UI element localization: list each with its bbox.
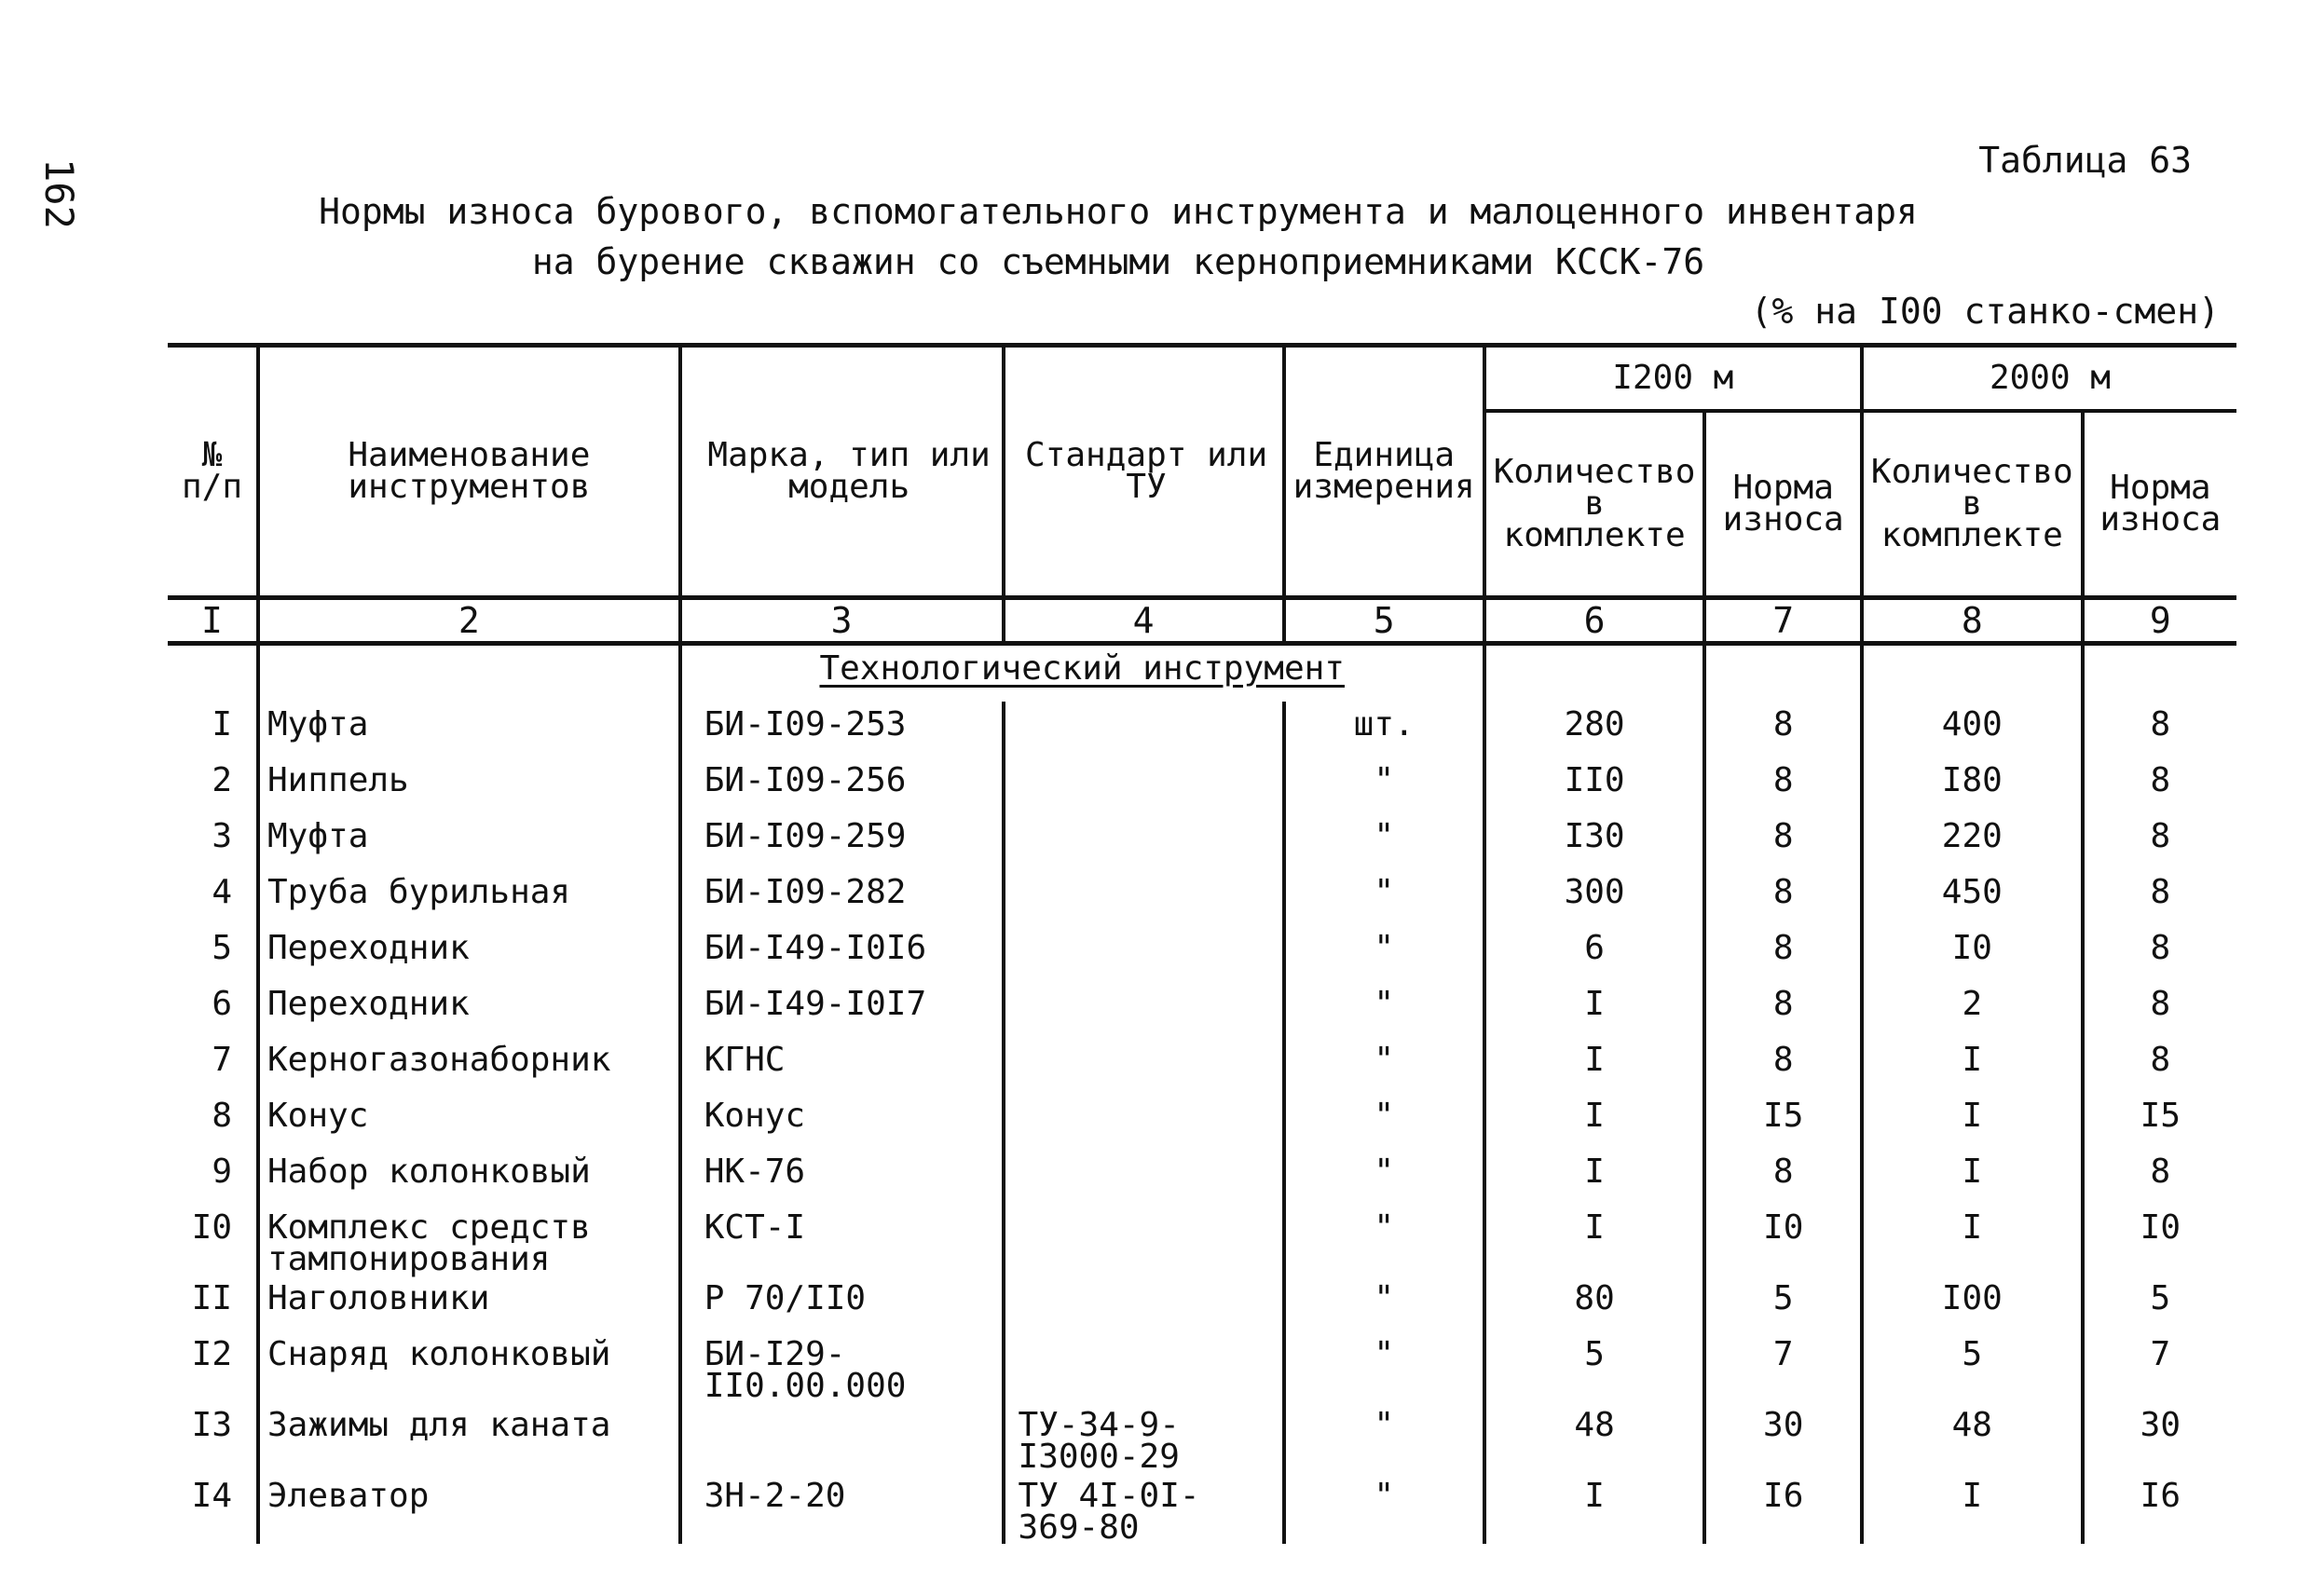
instrument-name: Набор колонковый: [258, 1149, 680, 1205]
qty-2000: 450: [1862, 869, 2083, 925]
norm-2000: I6: [2083, 1473, 2236, 1544]
norm-1200: 7: [1704, 1331, 1861, 1402]
section-spacer: [168, 643, 258, 702]
norm-1200: 5: [1704, 1275, 1861, 1331]
row-number: II: [191, 1278, 232, 1317]
unit-of-measure: ": [1284, 1205, 1484, 1275]
header-mark: Марка, тип или модель: [680, 346, 1004, 598]
norm-2000: 8: [2083, 813, 2236, 869]
column-number: 3: [680, 597, 1004, 643]
table-row: [168, 925, 2236, 981]
qty-2000: I: [1862, 1473, 2083, 1544]
norm-1200: 30: [1704, 1402, 1861, 1473]
instrument-mark: КГНС: [680, 1037, 1004, 1093]
unit-of-measure: ": [1284, 1331, 1484, 1402]
instrument-standard: [1004, 1205, 1284, 1275]
column-number: 4: [1004, 597, 1284, 643]
instrument-name: Конус: [258, 1093, 680, 1149]
header-unit: Единица измерения: [1284, 346, 1484, 598]
table-row: [168, 1331, 2236, 1402]
norm-1200: 8: [1704, 813, 1861, 869]
unit-of-measure: ": [1284, 1402, 1484, 1473]
table-row: [168, 981, 2236, 1037]
instrument-mark: БИ-I49-I0I7: [680, 981, 1004, 1037]
table-label: Таблица 63: [1978, 140, 2192, 181]
norms-table: [168, 343, 2236, 1547]
norm-2000: I0: [2083, 1205, 2236, 1275]
column-number: I: [168, 597, 258, 643]
instrument-mark: НК-76: [680, 1149, 1004, 1205]
qty-2000: I: [1862, 1205, 2083, 1275]
instrument-name: Снаряд колонковый: [258, 1331, 680, 1402]
instrument-name: Зажимы для каната: [258, 1402, 680, 1473]
column-number-row: [168, 597, 2236, 643]
instrument-standard: ТУ 4I-0I-369-80: [1004, 1473, 1284, 1544]
row-number: I0: [191, 1207, 232, 1247]
qty-1200: I: [1484, 1093, 1705, 1149]
norm-1200: I5: [1704, 1093, 1861, 1149]
qty-1200: II0: [1484, 757, 1705, 813]
row-number: 8: [212, 1096, 232, 1135]
row-number: I3: [191, 1405, 232, 1444]
qty-1200: 280: [1484, 702, 1705, 757]
unit-of-measure: ": [1284, 1473, 1484, 1544]
table-row: [168, 1205, 2236, 1275]
norm-2000: 30: [2083, 1402, 2236, 1473]
instrument-standard: ТУ-34-9-I3000-29: [1004, 1402, 1284, 1473]
instrument-name: Керногазонаборник: [258, 1037, 680, 1093]
qty-2000: 220: [1862, 813, 2083, 869]
norm-1200: 8: [1704, 869, 1861, 925]
instrument-name: Переходник: [258, 981, 680, 1037]
table-row: [168, 702, 2236, 757]
header-group-2000: 2000 м: [1862, 346, 2236, 412]
instrument-mark: БИ-I09-259: [680, 813, 1004, 869]
instrument-mark: БИ-I09-253: [680, 702, 1004, 757]
norm-2000: 7: [2083, 1331, 2236, 1402]
units-note: (% на I00 станко-смен): [1750, 291, 2220, 332]
instrument-mark: БИ-I09-256: [680, 757, 1004, 813]
norm-2000: 8: [2083, 757, 2236, 813]
section-spacer: [1484, 643, 1705, 702]
instrument-mark: Конус: [680, 1093, 1004, 1149]
table-row: [168, 869, 2236, 925]
qty-2000: I0: [1862, 925, 2083, 981]
column-number: 7: [1704, 597, 1861, 643]
row-number: I4: [191, 1476, 232, 1515]
header-row-1: [168, 346, 2236, 412]
instrument-standard: [1004, 1331, 1284, 1402]
norm-2000: I5: [2083, 1093, 2236, 1149]
norm-1200: 8: [1704, 1037, 1861, 1093]
column-number: 9: [2083, 597, 2236, 643]
header-name: Наименование инструментов: [258, 346, 680, 598]
header-norm-2000: Норма износа: [2083, 411, 2236, 597]
instrument-mark: БИ-I29-II0.00.000: [680, 1331, 1004, 1402]
column-number: 6: [1484, 597, 1705, 643]
unit-of-measure: ": [1284, 925, 1484, 981]
table-row: [168, 1275, 2236, 1331]
header-group-1200: I200 м: [1484, 346, 1862, 412]
qty-1200: 80: [1484, 1275, 1705, 1331]
norm-1200: 8: [1704, 757, 1861, 813]
norm-2000: 8: [2083, 925, 2236, 981]
instrument-standard: [1004, 925, 1284, 981]
instrument-name: Наголовники: [258, 1275, 680, 1331]
qty-1200: 300: [1484, 869, 1705, 925]
column-number: 8: [1862, 597, 2083, 643]
unit-of-measure: ": [1284, 1037, 1484, 1093]
section-spacer: [1862, 643, 2083, 702]
norm-1200: I0: [1704, 1205, 1861, 1275]
qty-2000: I: [1862, 1093, 2083, 1149]
qty-2000: 48: [1862, 1402, 2083, 1473]
section-spacer: [1704, 643, 1861, 702]
qty-2000: I00: [1862, 1275, 2083, 1331]
row-number: 3: [212, 816, 232, 855]
instrument-name: Комплекс средств тампонирования: [258, 1205, 680, 1275]
table-row: [168, 1473, 2236, 1544]
table-row: [168, 1093, 2236, 1149]
instrument-name: Труба бурильная: [258, 869, 680, 925]
row-number: 4: [212, 872, 232, 911]
instrument-standard: [1004, 1037, 1284, 1093]
qty-2000: 5: [1862, 1331, 2083, 1402]
header-qty-2000: Количество в комплекте: [1862, 411, 2083, 597]
norm-2000: 8: [2083, 1037, 2236, 1093]
row-number: 2: [212, 760, 232, 799]
section-spacer: [2083, 643, 2236, 702]
instrument-mark: Р 70/II0: [680, 1275, 1004, 1331]
row-number: I: [212, 704, 232, 743]
page-number: 162: [36, 158, 82, 229]
instrument-name: Муфта: [258, 702, 680, 757]
header-standard: Стандарт или ТУ: [1004, 346, 1284, 598]
norm-1200: 8: [1704, 702, 1861, 757]
qty-2000: I: [1862, 1149, 2083, 1205]
instrument-standard: [1004, 757, 1284, 813]
instrument-standard: [1004, 813, 1284, 869]
norm-2000: 8: [2083, 981, 2236, 1037]
instrument-standard: [1004, 869, 1284, 925]
norm-2000: 8: [2083, 1149, 2236, 1205]
qty-1200: 5: [1484, 1331, 1705, 1402]
section-spacer: [258, 643, 680, 702]
norm-1200: 8: [1704, 925, 1861, 981]
instrument-mark: БИ-I09-282: [680, 869, 1004, 925]
instrument-name: Ниппель: [258, 757, 680, 813]
instrument-mark: БИ-I49-I0I6: [680, 925, 1004, 981]
instrument-standard: [1004, 1149, 1284, 1205]
header-norm-1200: Норма износа: [1704, 411, 1861, 597]
instrument-standard: [1004, 981, 1284, 1037]
table-body: [168, 643, 2236, 1547]
unit-of-measure: ": [1284, 1149, 1484, 1205]
norm-2000: 8: [2083, 702, 2236, 757]
title-line-1: Нормы износа бурового, вспомогательного инструмента и малоценного инвентаря: [319, 191, 1918, 232]
row-number: I2: [191, 1334, 232, 1373]
table-row: [168, 1149, 2236, 1205]
qty-2000: 2: [1862, 981, 2083, 1037]
table-title: [0, 186, 2311, 287]
instrument-standard: [1004, 1093, 1284, 1149]
qty-1200: 6: [1484, 925, 1705, 981]
qty-2000: 400: [1862, 702, 2083, 757]
qty-1200: I30: [1484, 813, 1705, 869]
unit-of-measure: шт.: [1284, 702, 1484, 757]
row-number: 9: [212, 1152, 232, 1191]
table-row: [168, 1402, 2236, 1473]
instrument-name: Элеватор: [258, 1473, 680, 1544]
unit-of-measure: ": [1284, 981, 1484, 1037]
norm-1200: 8: [1704, 981, 1861, 1037]
column-number: 5: [1284, 597, 1484, 643]
norm-2000: 8: [2083, 869, 2236, 925]
instrument-standard: [1004, 1275, 1284, 1331]
unit-of-measure: ": [1284, 813, 1484, 869]
table-row: [168, 813, 2236, 869]
qty-1200: I: [1484, 1037, 1705, 1093]
row-number: 6: [212, 984, 232, 1023]
header-num: № п/п: [181, 435, 243, 506]
qty-1200: I: [1484, 1473, 1705, 1544]
norm-2000: 5: [2083, 1275, 2236, 1331]
row-number: 5: [212, 928, 232, 967]
instrument-mark: [680, 1402, 1004, 1473]
qty-1200: I: [1484, 1149, 1705, 1205]
unit-of-measure: ": [1284, 869, 1484, 925]
qty-2000: I: [1862, 1037, 2083, 1093]
unit-of-measure: ": [1284, 757, 1484, 813]
unit-of-measure: ": [1284, 1093, 1484, 1149]
instrument-standard: [1004, 702, 1284, 757]
norm-1200: 8: [1704, 1149, 1861, 1205]
table-row: [168, 757, 2236, 813]
qty-2000: I80: [1862, 757, 2083, 813]
qty-1200: I: [1484, 1205, 1705, 1275]
section-row: [168, 643, 2236, 702]
qty-1200: I: [1484, 981, 1705, 1037]
instrument-mark: КСТ-I: [680, 1205, 1004, 1275]
instrument-mark: ЗН-2-20: [680, 1473, 1004, 1544]
section-title: Технологический инструмент: [680, 643, 1484, 702]
instrument-name: Переходник: [258, 925, 680, 981]
unit-of-measure: ": [1284, 1275, 1484, 1331]
qty-1200: 48: [1484, 1402, 1705, 1473]
instrument-name: Муфта: [258, 813, 680, 869]
header-qty-1200: Количество в комплекте: [1484, 411, 1705, 597]
row-number: 7: [212, 1040, 232, 1079]
title-line-2: на бурение скважин со съемными керноприемниками КССК-76: [531, 241, 1705, 282]
norm-1200: I6: [1704, 1473, 1861, 1544]
column-number: 2: [258, 597, 680, 643]
table-row: [168, 1037, 2236, 1093]
